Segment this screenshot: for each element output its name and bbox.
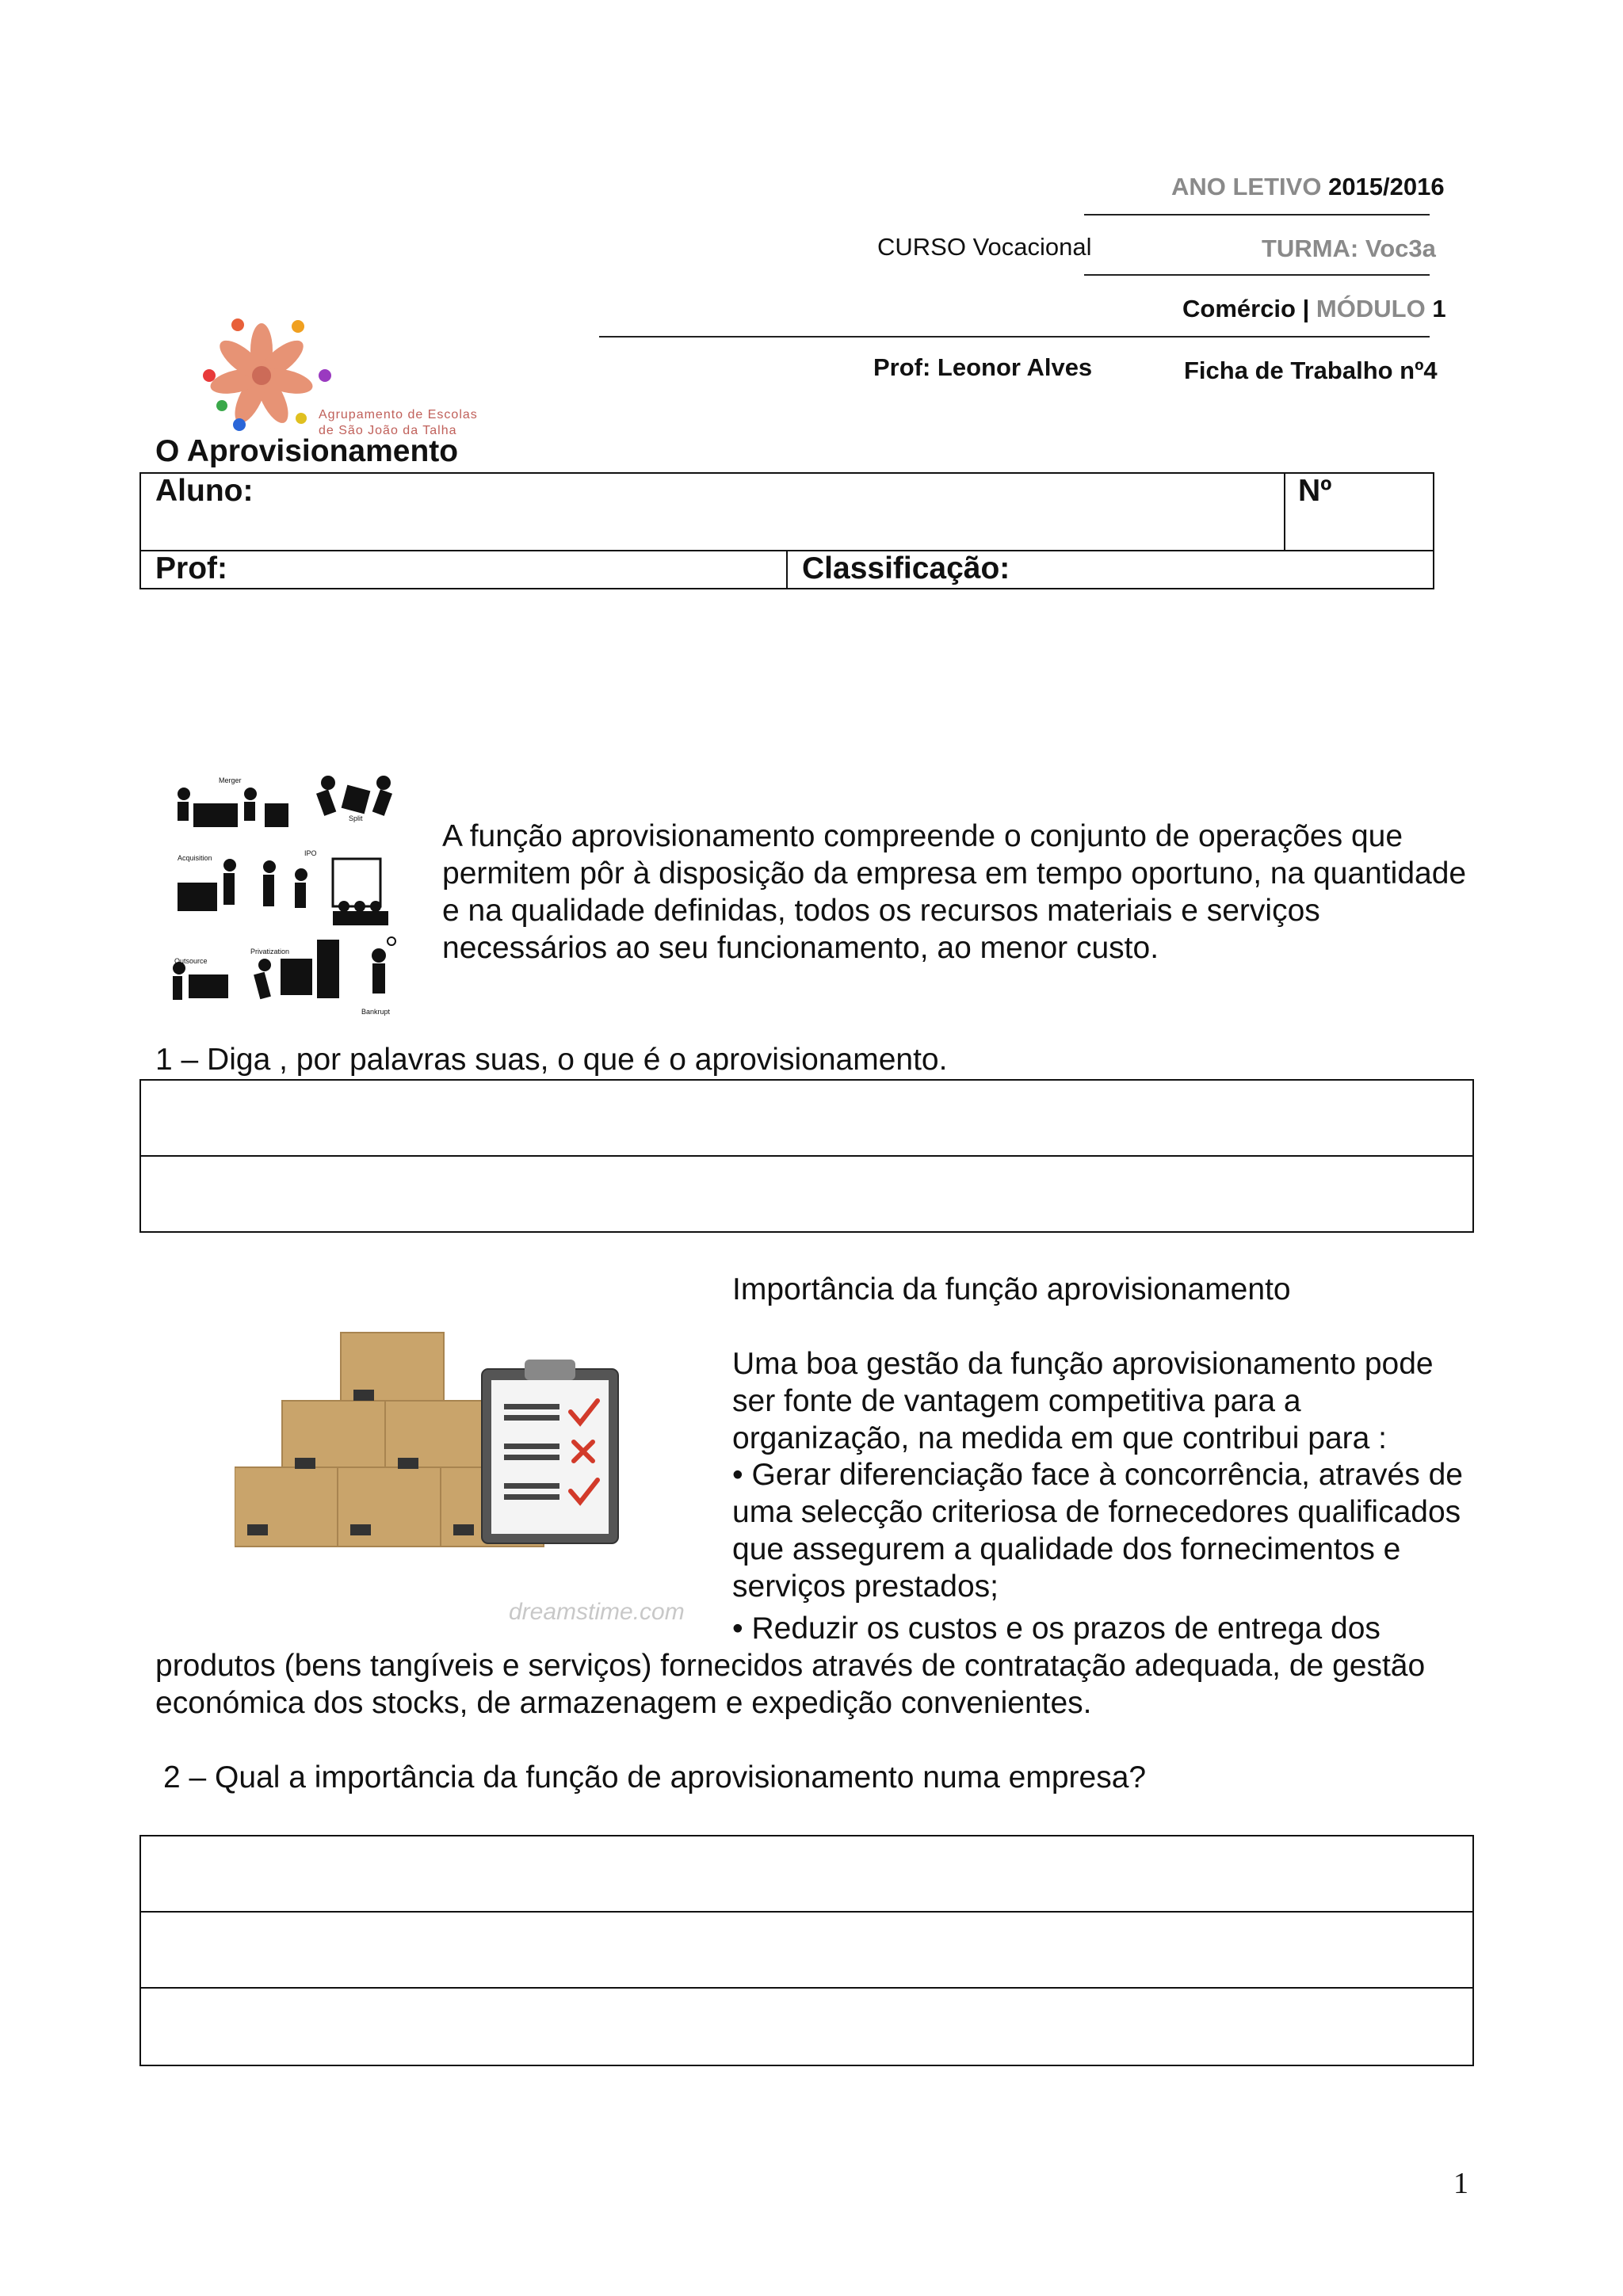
turma-value: Voc3a	[1365, 235, 1436, 262]
ano-letivo-value: 2015/2016	[1328, 173, 1445, 200]
ano-letivo	[1171, 173, 1445, 201]
business-pictograms-image	[162, 772, 412, 1019]
pictogram-label-acquisition: Acquisition	[178, 854, 212, 862]
answer-box-1	[139, 1079, 1474, 1233]
prof-label: Prof:	[155, 551, 227, 585]
aluno-label: Aluno:	[155, 474, 254, 508]
pictograms-icon	[162, 772, 412, 1019]
student-table-vdivider-numero	[1284, 474, 1285, 550]
question-2: 2 – Qual a importância da função de aprovisionamento numa empresa?	[163, 1760, 1147, 1794]
question-1: 1 – Diga , por palavras suas, o que é o aprovisionamento.	[155, 1043, 948, 1077]
disciplina: Comércio	[1182, 295, 1296, 322]
header-rule-2	[1084, 274, 1430, 276]
separator: |	[1302, 295, 1310, 322]
pictogram-label-outsource: Outsource	[174, 957, 208, 965]
pictogram-label-privatization: Privatization	[250, 948, 290, 955]
inventory-checklist-image	[235, 1325, 710, 1626]
section1-paragraph: A função aprovisionamento compreende o conjunto de operações que permitem pôr à disposição da empresa em tempo oportuno, na quantidade e na qualidade definidas, todos os recursos materiais e serviços necessários ao seu funcionamento, ao menor custo.	[442, 819, 1467, 965]
section2-intro: Uma boa gestão da função aprovisionamento pode ser fonte de vantagem competitiva para a organização, na medida em que contribui para :	[732, 1347, 1434, 1455]
section2-bullet2-rest: produtos (bens tangíveis e serviços) fornecidos através de contratação adequada, de gestão económica dos stocks, de armazenagem e expedição convenientes.	[155, 1649, 1426, 1720]
watermark: dreamstime.com	[509, 1599, 685, 1625]
header-rule-1	[1084, 214, 1430, 215]
page-title: O Aprovisionamento	[155, 434, 459, 468]
student-table-vdivider-class	[786, 550, 788, 589]
boxes-clipboard-icon	[235, 1325, 710, 1626]
answer-line[interactable]	[141, 1989, 1472, 2065]
ficha-label: Ficha de Trabalho nº4	[1184, 357, 1438, 384]
pictogram-label-ipo: IPO	[304, 849, 317, 857]
modulo	[1182, 295, 1446, 323]
logo-caption-1: Agrupamento de Escolas	[319, 408, 478, 421]
answer-line[interactable]	[141, 1836, 1472, 1913]
answer-line[interactable]	[141, 1157, 1472, 1231]
turma	[1262, 235, 1436, 263]
curso-label: CURSO Vocacional	[877, 233, 1092, 261]
modulo-value: 1	[1432, 295, 1446, 322]
pictogram-label-merger: Merger	[219, 776, 242, 784]
prof-name: Prof: Leonor Alves	[873, 353, 1093, 381]
answer-line[interactable]	[141, 1913, 1472, 1989]
section2-bullet1: • Gerar diferenciação face à concorrência, através de uma selecção criteriosa de fornecedores qualificados que assegurem a qualidade dos fornecimentos e serviços prestados;	[732, 1458, 1463, 1604]
school-logo	[198, 314, 499, 441]
pictogram-label-bankrupt: Bankrupt	[361, 1008, 391, 1016]
section2-bullet2-start: • Reduzir os custos e os prazos de entrega dos	[732, 1611, 1381, 1646]
answer-line[interactable]	[141, 1081, 1472, 1157]
student-table	[139, 472, 1434, 589]
modulo-label: MÓDULO	[1316, 295, 1426, 322]
pictogram-label-split: Split	[349, 814, 363, 822]
answer-box-2	[139, 1835, 1474, 2066]
turma-label: TURMA:	[1262, 235, 1359, 262]
ano-letivo-label: ANO LETIVO	[1171, 173, 1322, 200]
classificacao-label: Classificação:	[802, 551, 1010, 585]
header-rule-3	[599, 336, 1430, 338]
page-number: 1	[1453, 2167, 1468, 2200]
numero-label: Nº	[1298, 474, 1332, 508]
logo-caption-2: de São João da Talha	[319, 424, 457, 437]
section2-heading: Importância da função aprovisionamento	[732, 1272, 1291, 1306]
